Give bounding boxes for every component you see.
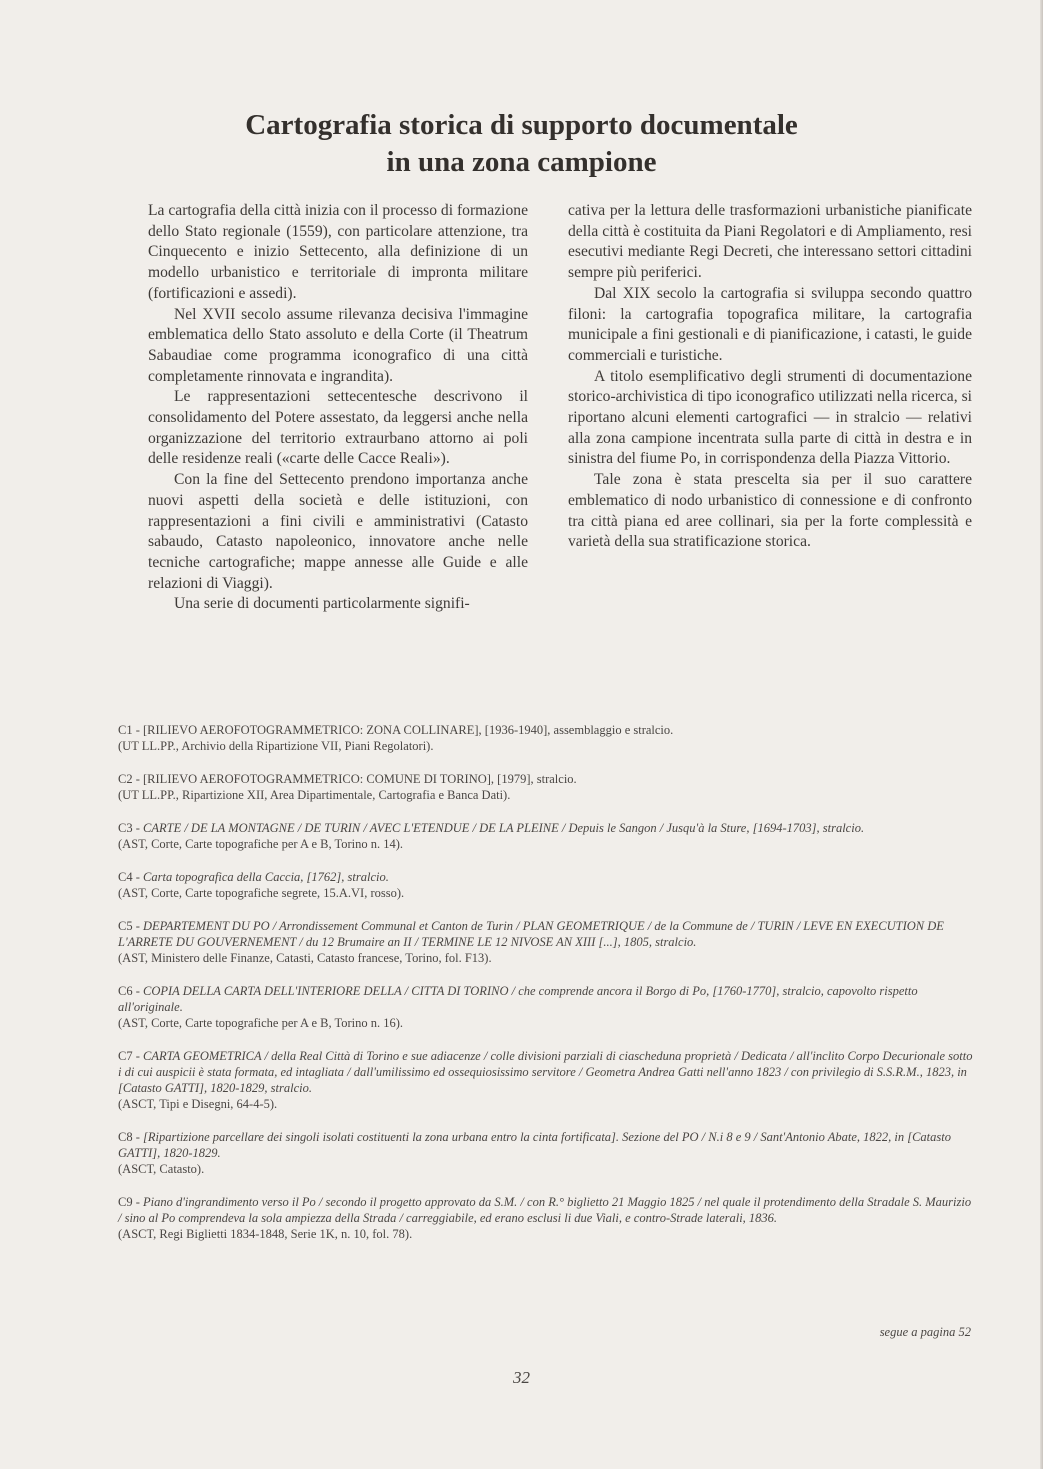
left-column — [148, 201, 528, 615]
reference-item: C4 - Carta topografica della Caccia, [1762], stralcio. (AST, Corte, Carte topografiche segrete, 15.A.VI, rosso). — [118, 869, 973, 901]
reference-item: C8 - [Ripartizione parcellare dei singoli isolati costituenti la zona urbana entro la cinta fortificata]. Sezione del PO / N.i 8 e 9 / Sant'Antonio Abate, 1822, in [Catasto GATTI], 1820-1829. (ASCT, Catasto). — [118, 1129, 973, 1177]
reference-item: C1 - [RILIEVO AEROFOTOGRAMMETRICO: ZONA COLLINARE], [1936-1940], assemblaggio e stralcio. (UT LL.PP., Archivio della Ripartizione VII, Piani Regolatori). — [118, 722, 973, 754]
paragraph: Nel XVII secolo assume rilevanza decisiva l'immagine emblematica dello Stato assoluto e della Corte (il Theatrum Sabaudiae come programma iconografico di una città completamente rinnovata e ingrandita). — [148, 305, 528, 385]
reference-text: COPIA DELLA CARTA DELL'INTERIORE DELLA / CITTA DI TORINO / che comprende ancora il Borgo di Po, [1760-1770], stralcio, capovolto rispetto all'originale. — [118, 984, 918, 1014]
title-line-2: in una zona campione — [386, 146, 657, 179]
reference-source: (ASCT, Catasto). — [118, 1162, 205, 1176]
title-line-1: Cartografia storica di supporto documentale — [245, 109, 798, 142]
reference-item: C3 - CARTE / DE LA MONTAGNE / DE TURIN / AVEC L'ETENDUE / DE LA PLEINE / Depuis le Sangon / Jusqu'à la Sture, [1694-1703], stralcio. (AST, Corte, Carte topografiche per A e B, Torino n. 14). — [118, 820, 973, 852]
reference-text: Piano d'ingrandimento verso il Po / secondo il progetto approvato da S.M. / con R.° biglietto 21 Maggio 1825 / nel quale il protendimento della Stradale S. Maurizio / sino al Po comprendeva la sola ampiezza della Strada / carreggiabile, ed erano esclusi li due Viali, e contro-Strade laterali, 1836. — [118, 1195, 972, 1225]
reference-text: [RILIEVO AEROFOTOGRAMMETRICO: ZONA COLLINARE], [1936-1940], assemblaggio e stralcio. — [143, 723, 674, 737]
reference-list — [118, 722, 973, 1259]
reference-source: (UT LL.PP., Ripartizione XII, Area Dipartimentale, Cartografia e Banca Dati). — [118, 788, 511, 802]
reference-text: CARTE / DE LA MONTAGNE / DE TURIN / AVEC L'ETENDUE / DE LA PLEINE / Depuis le Sangon / Jusqu'à la Sture, [1694-1703], stralcio. — [143, 821, 865, 835]
reference-text: CARTA GEOMETRICA / della Real Città di Torino e sue adiacenze / colle divisioni parziali di ciascheduna proprietà / Dedicata / all'inclito Corpo Decurionale sotto i di cui auspicii è stata formata, ed intagliata / dall'umilissimo ed ossequiosissimo servitore / Geometra Andrea Gatti nell'anno 1823 / con privilegio di S.S.R.M., 1823, in [Catasto GATTI], 1820-1829, stralcio. — [118, 1049, 973, 1095]
reference-source: (ASCT, Tipi e Disegni, 64-4-5). — [118, 1097, 278, 1111]
reference-item: C2 - [RILIEVO AEROFOTOGRAMMETRICO: COMUNE DI TORINO], [1979], stralcio. (UT LL.PP., Ripartizione XII, Area Dipartimentale, Cartografia e Banca Dati). — [118, 771, 973, 803]
reference-code: C9 — [118, 1195, 133, 1209]
reference-text: Carta topografica della Caccia, [1762], stralcio. — [143, 870, 389, 884]
paragraph: cativa per la lettura delle trasformazioni urbanistiche pianificate della città è costituita da Piani Regolatori e di Ampliamento, resi esecutivi mediante Regi Decreti, che interessano settori cittadini sempre più periferici. — [568, 202, 972, 282]
reference-text: DEPARTEMENT DU PO / Arrondissement Communal et Canton de Turin / PLAN GEOMETRIQUE / de la Commune de / TURIN / LEVE EN EXECUTION DE L'ARRETE DU GOUVERNEMENT / du 12 Brumaire an II / TERMINE LE 12 NIVOSE AN XIII [...], 1805, stralcio. — [118, 919, 944, 949]
continuation-note: segue a pagina 52 — [879, 1325, 971, 1339]
reference-source: (AST, Corte, Carte topografiche per A e B, Torino n. 14). — [118, 837, 404, 851]
paragraph: Con la fine del Settecento prendono importanza anche nuovi aspetti della società e delle istituzioni, con rappresentazioni a fini civili e amministrativi (Catasto sabaudo, Catasto napoleonico, innovatore anche nelle tecniche cartografiche; mappe annesse alle Guide e alle relazioni di Viaggi). — [148, 471, 528, 592]
reference-item: C6 - COPIA DELLA CARTA DELL'INTERIORE DELLA / CITTA DI TORINO / che comprende ancora il Borgo di Po, [1760-1770], stralcio, capovolto rispetto all'originale. (AST, Corte, Carte topografiche per A e B, Torino n. 16). — [118, 983, 973, 1031]
reference-source: (AST, Corte, Carte topografiche segrete, 15.A.VI, rosso). — [118, 886, 405, 900]
reference-code: C3 — [118, 821, 133, 835]
reference-source: (AST, Corte, Carte topografiche per A e B, Torino n. 16). — [118, 1016, 404, 1030]
reference-code: C4 — [118, 870, 133, 884]
paragraph: A titolo esemplificativo degli strumenti di documentazione storico-archivistica di tipo iconografico utilizzati nella ricerca, si riportano alcuni elementi cartografici — in stralcio — relativi alla zona campione incentrata sulla parte di città in destra e in sinistra del fiume Po, in corrispondenza della Piazza Vittorio. — [568, 367, 972, 468]
paragraph: La cartografia della città inizia con il processo di formazione dello Stato regionale (1559), con particolare attenzione, tra Cinquecento e inizio Settecento, alla definizione di un modello urbanistico e territoriale di impronta militare (fortificazioni e assedi). — [148, 202, 528, 302]
reference-code: C7 — [118, 1049, 133, 1063]
paragraph: Le rappresentazioni settecentesche descrivono il consolidamento del Potere assestato, da leggersi anche nella organizzazione del territorio extraurbano attorno ai poli delle residenze reali («carte delle Cacce Reali»). — [148, 388, 528, 468]
reference-code: C8 — [118, 1130, 133, 1144]
reference-item: C9 - Piano d'ingrandimento verso il Po / secondo il progetto approvato da S.M. / con R.° biglietto 21 Maggio 1825 / nel quale il protendimento della Stradale S. Maurizio / sino al Po comprendeva la sola ampiezza della Strada / carreggiabile, ed erano esclusi li due Viali, e contro-Strade laterali, 1836. (ASCT, Regi Biglietti 1834-1848, Serie 1K, n. 10, fol. 78). — [118, 1195, 972, 1241]
paragraph: Una serie di documenti particolarmente signifi- — [174, 595, 470, 613]
paragraph: Dal XIX secolo la cartografia si sviluppa secondo quattro filoni: la cartografia topografica militare, la cartografia municipale a fini gestionali e di pianificazione, i catasti, le guide commerciali e turistiche. — [568, 284, 972, 364]
paragraph: Tale zona è stata prescelta sia per il suo carattere emblematico di nodo urbanistico di connessione e di confronto tra città piana ed aree collinari, sia per la forte complessità e varietà della sua stratificazione storica. — [568, 471, 972, 551]
right-column — [568, 201, 972, 553]
reference-text: [Ripartizione parcellare dei singoli isolati costituenti la zona urbana entro la cinta fortificata]. Sezione del PO / N.i 8 e 9 / Sant'Antonio Abate, 1822, in [Catasto GATTI], 1820-1829. — [118, 1130, 951, 1160]
reference-source: (UT LL.PP., Archivio della Ripartizione VII, Piani Regolatori). — [118, 739, 434, 753]
reference-item: C7 - CARTA GEOMETRICA / della Real Città di Torino e sue adiacenze / colle divisioni parziali di ciascheduna proprietà / Dedicata / all'inclito Corpo Decurionale sotto i di cui auspicii è stata formata, ed intagliata / dall'umilissimo ed ossequiosissimo servitore / Geometra Andrea Gatti nell'anno 1823 / con privilegio di S.S.R.M., 1823, in [Catasto GATTI], 1820-1829, stralcio. (ASCT, Tipi e Disegni, 64-4-5). — [118, 1049, 973, 1111]
page-number: 32 — [513, 1368, 530, 1387]
reference-source: (ASCT, Regi Biglietti 1834-1848, Serie 1K, n. 10, fol. 78). — [118, 1227, 413, 1241]
reference-item: C5 - DEPARTEMENT DU PO / Arrondissement Communal et Canton de Turin / PLAN GEOMETRIQUE / de la Commune de / TURIN / LEVE EN EXECUTION DE L'ARRETE DU GOUVERNEMENT / du 12 Brumaire an II / TERMINE LE 12 NIVOSE AN XIII [...], 1805, stralcio. (AST, Ministero delle Finanze, Catasti, Catasto francese, Torino, fol. F13). — [118, 918, 973, 966]
page-title — [0, 107, 1043, 181]
reference-code: C2 — [118, 772, 133, 786]
reference-code: C5 — [118, 919, 133, 933]
reference-code: C1 — [118, 723, 133, 737]
reference-text: [RILIEVO AEROFOTOGRAMMETRICO: COMUNE DI TORINO], [1979], stralcio. — [143, 772, 577, 786]
reference-source: (AST, Ministero delle Finanze, Catasti, Catasto francese, Torino, fol. F13). — [118, 951, 492, 965]
reference-code: C6 — [118, 984, 133, 998]
